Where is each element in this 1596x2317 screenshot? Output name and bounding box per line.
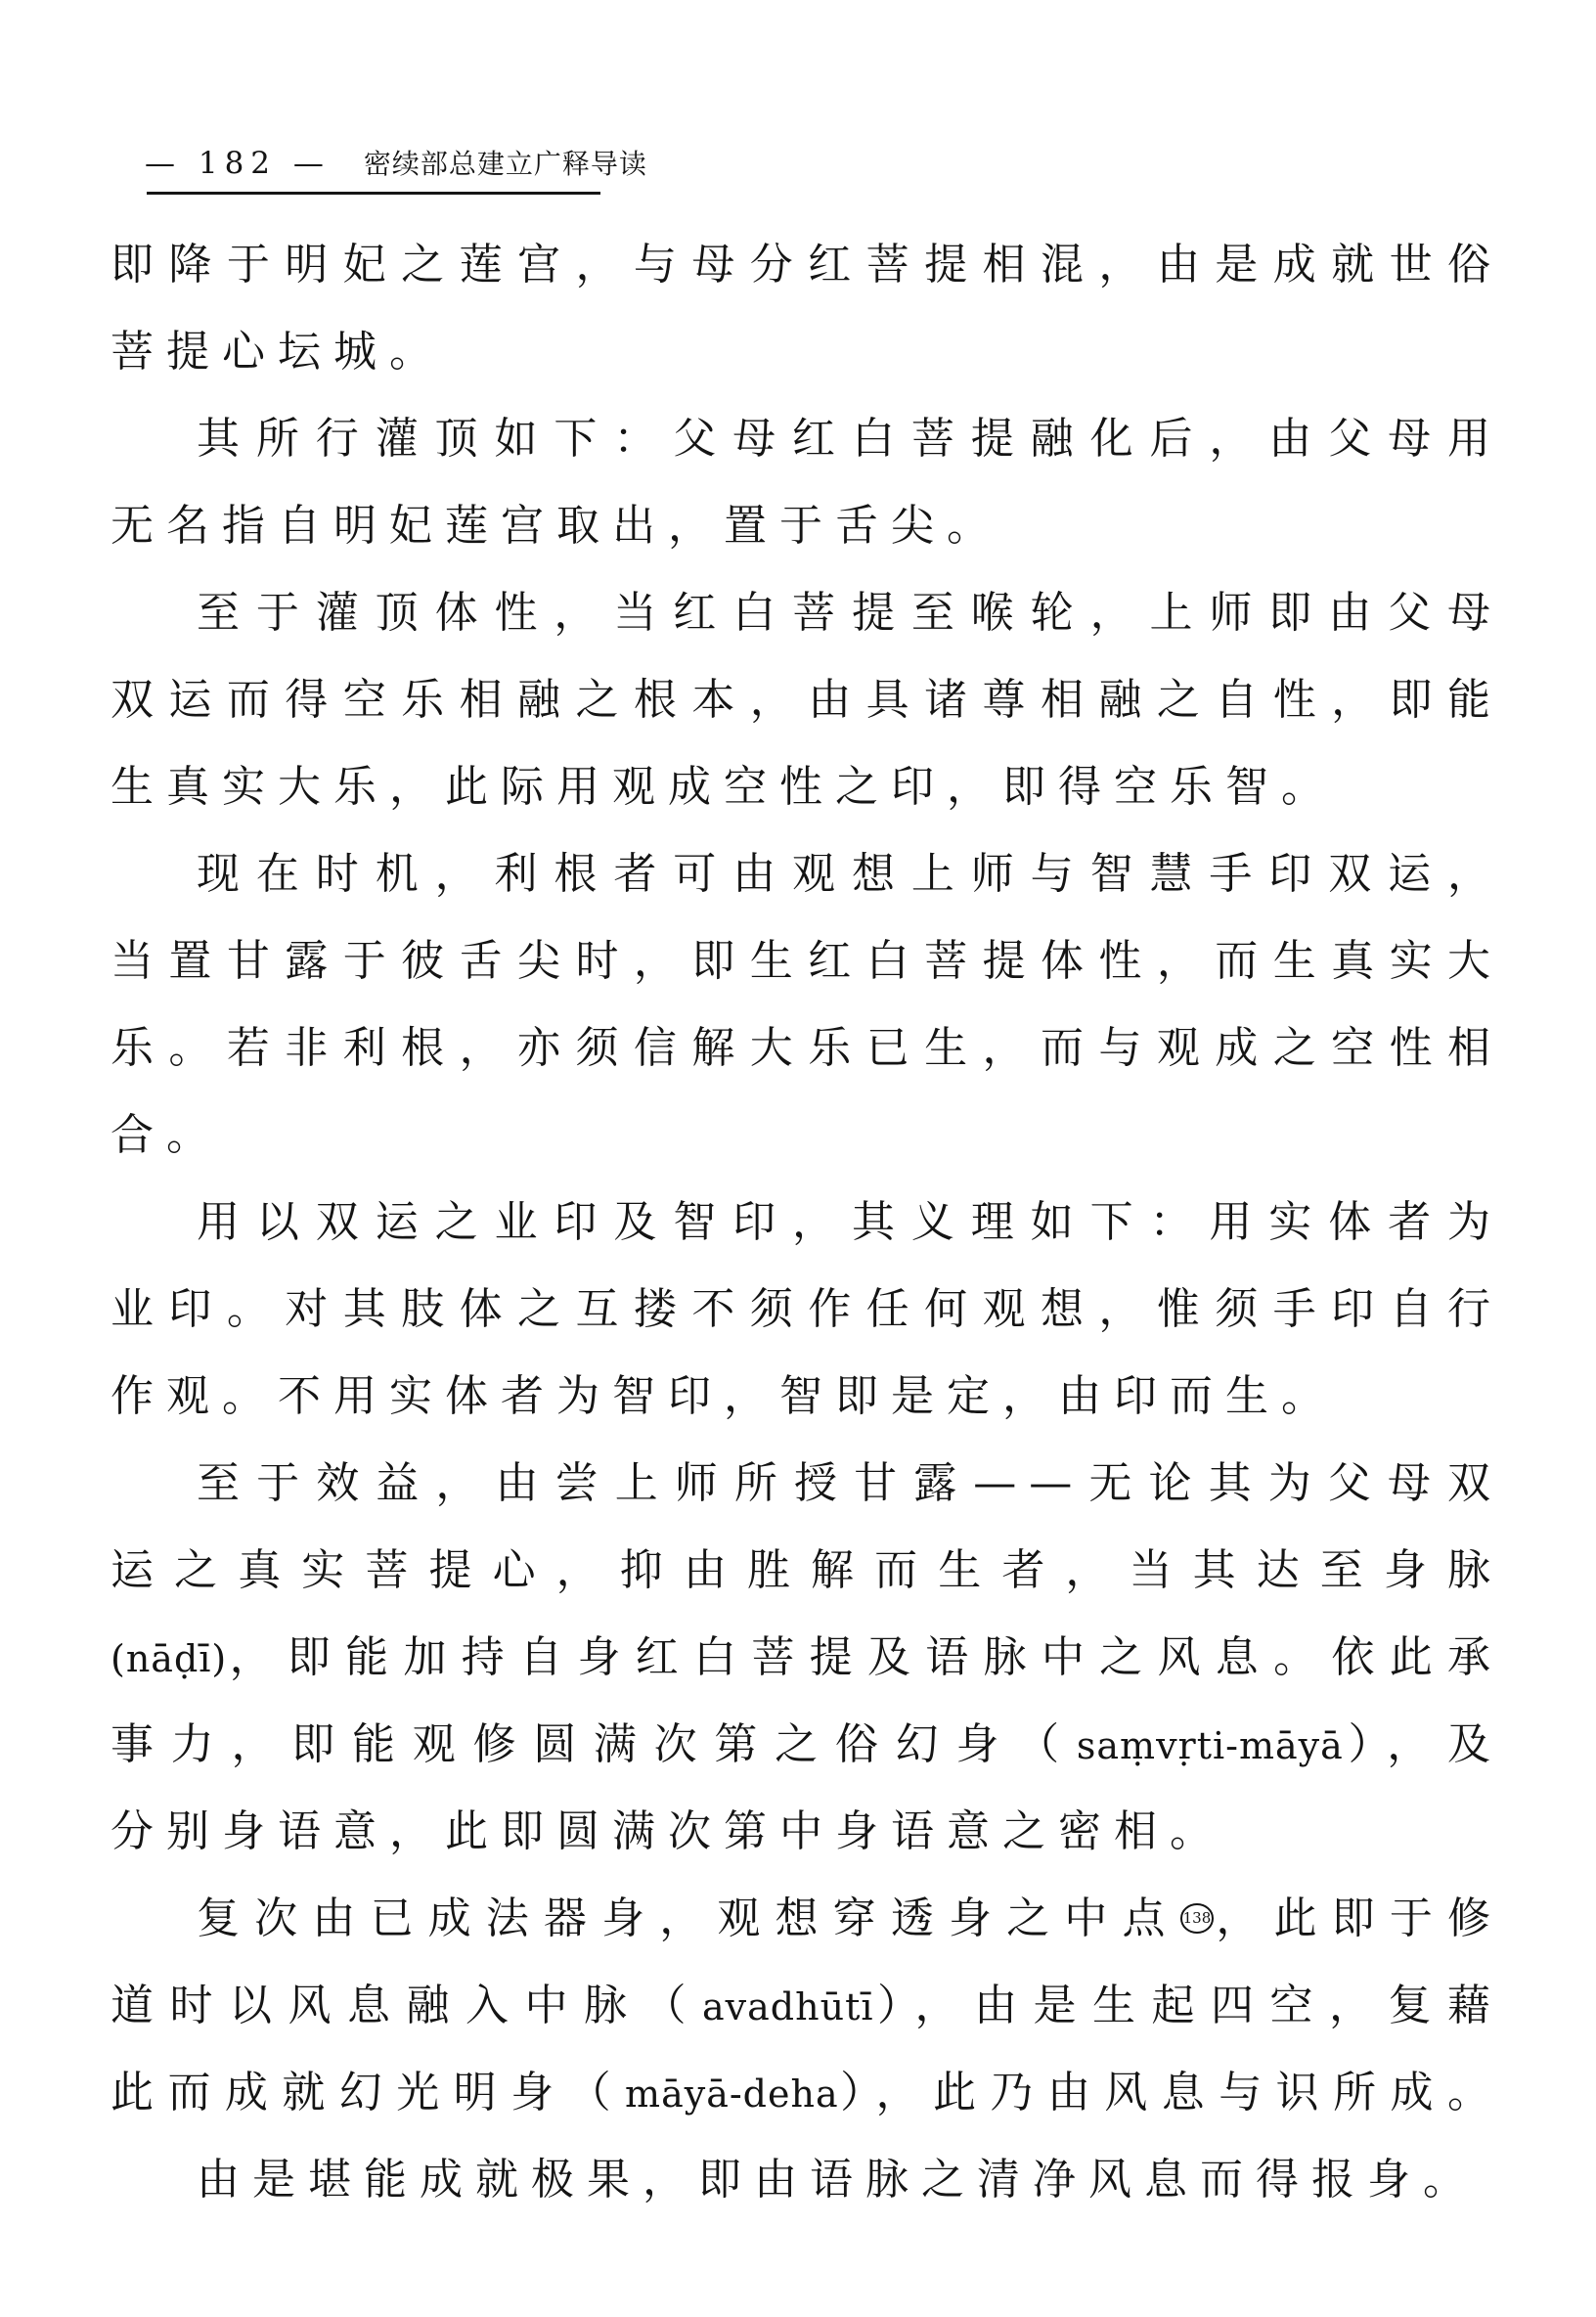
header-rule	[147, 192, 600, 195]
body-line: 菩提心坛城。	[111, 327, 445, 377]
sanskrit-term: saṃvṛti-māyā	[1076, 1724, 1344, 1767]
line-text: ，此即于修	[1214, 1894, 1503, 1943]
body-line: 运之真实菩提心，抑由胜解而生者，当其达至身脉	[111, 1545, 1503, 1595]
body-line: 无名指自明妃莲宫取出，置于舌尖。	[111, 501, 1002, 551]
body-line: 业印。对其肢体之互搂不须作任何观想，惟须手印自行	[111, 1284, 1503, 1334]
body-line: 由是堪能成就极果，即由语脉之清净风息而得报身。	[197, 2155, 1479, 2205]
footnote-marker: 138	[1180, 1903, 1215, 1934]
line-text: ），此乃由风息与识所成。	[838, 2068, 1503, 2117]
sanskrit-term: (nāḍī)	[111, 1637, 228, 1680]
body-line: 生真实大乐，此际用观成空性之印，即得空乐智。	[111, 762, 1337, 812]
running-title: 密续部总建立广释导读	[363, 148, 647, 180]
body-line: 现在时机，利根者可由观想上师与智慧手印双运，	[197, 849, 1503, 899]
sanskrit-term: māyā-deha	[625, 2072, 839, 2116]
page-header	[145, 143, 647, 182]
line-text: 此而成就幻光明身（	[111, 2068, 626, 2117]
body-line	[111, 1875, 1503, 1962]
body-line: 合。	[111, 1110, 222, 1160]
body-line: 乐。若非利根，亦须信解大乐已生，而与观成之空性相	[111, 1023, 1503, 1073]
body-line: 至于效益，由尝上师所授甘露——无论其为父母双	[197, 1458, 1503, 1508]
body-line: 至于灌顶体性，当红白菩提至喉轮，上师即由父母	[197, 588, 1503, 638]
line-text: ），及	[1343, 1719, 1503, 1769]
line-text: 道时以风息融入中脉（	[111, 1981, 703, 2030]
body-line: 即降于明妃之莲宫，与母分红菩提相混，由是成就世俗	[111, 240, 1503, 290]
body-line: 其所行灌顶如下：父母红白菩提融化后，由父母用	[197, 414, 1503, 464]
body-line	[111, 2049, 1503, 2136]
body-line: 分别身语意，此即圆满次第中身语意之密相。	[111, 1806, 1225, 1856]
line-text: ，即能加持自身红白菩提及语脉中之风息。依此承	[227, 1632, 1503, 1682]
body-line	[111, 1962, 1503, 2049]
body-line: 双运而得空乐相融之根本，由具诸尊相融之自性，即能	[111, 675, 1503, 725]
body-line	[111, 1701, 1503, 1788]
line-text: 复次由已成法器身，观想穿透身之中点	[197, 1894, 1180, 1943]
line-text: 事力，即能观修圆满次第之俗幻身（	[111, 1719, 1077, 1769]
body-line: 用以双运之业印及智印，其义理如下：用实体者为	[197, 1197, 1503, 1247]
body-text	[111, 221, 1503, 2223]
body-line: 作观。不用实体者为智印，智即是定，由印而生。	[111, 1371, 1337, 1421]
body-line: 当置甘露于彼舌尖时，即生红白菩提体性，而生真实大	[111, 936, 1503, 986]
line-text: ），由是生起四空，复藉	[873, 1981, 1503, 2030]
body-line	[111, 1614, 1503, 1701]
sanskrit-term: avadhūtī	[702, 1985, 874, 2028]
page-number: — 182 —	[145, 146, 331, 181]
